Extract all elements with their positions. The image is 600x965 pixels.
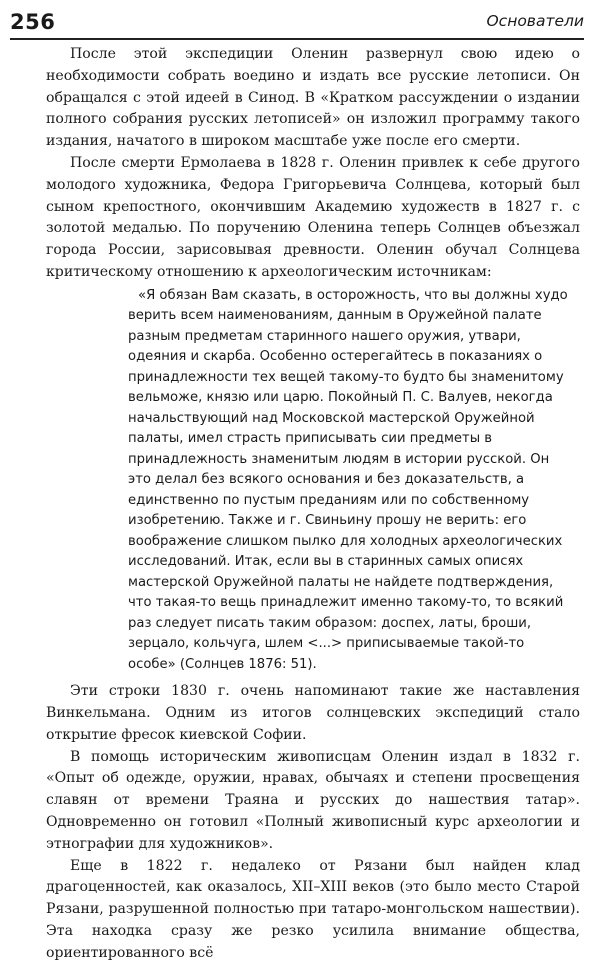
- page-number: 256: [10, 10, 56, 34]
- paragraph: После этой экспедиции Оленин развернул свою идею о необходимости собрать воедино и издать все русские летописи. Он обращался с этой идеей в Синод. В «Кратком рассуждении о издании полного собрания русских летописей» он изложил программу такого издания, начатого в широком масштабе уже после его смерти.: [46, 46, 580, 150]
- paragraph: Эти строки 1830 г. очень напоминают такие же наставления Винкельмана. Одним из итогов солнцевских экспедиций стало открытие фресок киевской Софии.: [46, 683, 580, 743]
- running-head: Основатели: [486, 12, 584, 30]
- header-rule: [10, 38, 584, 40]
- page-header: [10, 8, 584, 38]
- block-quote: «Я обязан Вам сказать, в осторожность, что вы должны худо верить всем наименованиям, данным в Оружейной палате разным предметам старинного нашего оружия, утвари, одеяния и скарба. Особенно остерегайтесь в показаниях о принадлежности тех вещей такому-то будто бы знаменитому вельможе, князю или царю. Покойный П. С. Валуев, некогда начальствующий над Московской мастерской Оружейной палаты, имел страсть приписывать сии предметы в принадлежность знаменитым людям в истории русской. Он это делал без всякого основания и без доказательств, а единственно по пустым преданиям или по собственному изобретению. Также и г. Свиньину прошу не верить: его воображение слишком пылко для холодных археологических исследований. Итак, если вы в старинных самых описях мастерской Оружейной палаты не найдете подтверждения, что такая-то вещь принадлежит именно такому-то, то всякий раз следует писать таким образом: доспех, латы, броши, зерцало, кольчуга, шлем <...> приписываемые такой-то особе» (Солнцев 1876: 51).: [128, 287, 568, 672]
- paragraph: В помощь историческим живописцам Оленин издал в 1832 г. «Опыт об одежде, оружии, нравах, обычаях и степени просвещения славян от времени Траяна и русских до нашествия татар». Одновременно он готовил «Полный живописный курс археологии и этнографии для художников».: [46, 748, 580, 852]
- paragraph: Еще в 1822 г. недалеко от Рязани был найден клад драгоценностей, как оказалось, XII–XIII веков (это было место Старой Рязани, разрушенной полностью при татаро-монгольском нашествии). Эта находка сразу же резко усилила внимание общества, ориентированного всё: [46, 857, 580, 961]
- body-text: [46, 44, 580, 965]
- paragraph: После смерти Ермолаева в 1828 г. Оленин привлек к себе другого молодого художника, Федора Григорьевича Солнцева, который был сыном крепостного, окончившим Академию художеств в 1827 г. с золотой медалью. По поручению Оленина теперь Солнцев объезжал города России, зарисовывая древности. Оленин обучал Солнцева критическому отношению к археологическим источникам:: [46, 154, 580, 280]
